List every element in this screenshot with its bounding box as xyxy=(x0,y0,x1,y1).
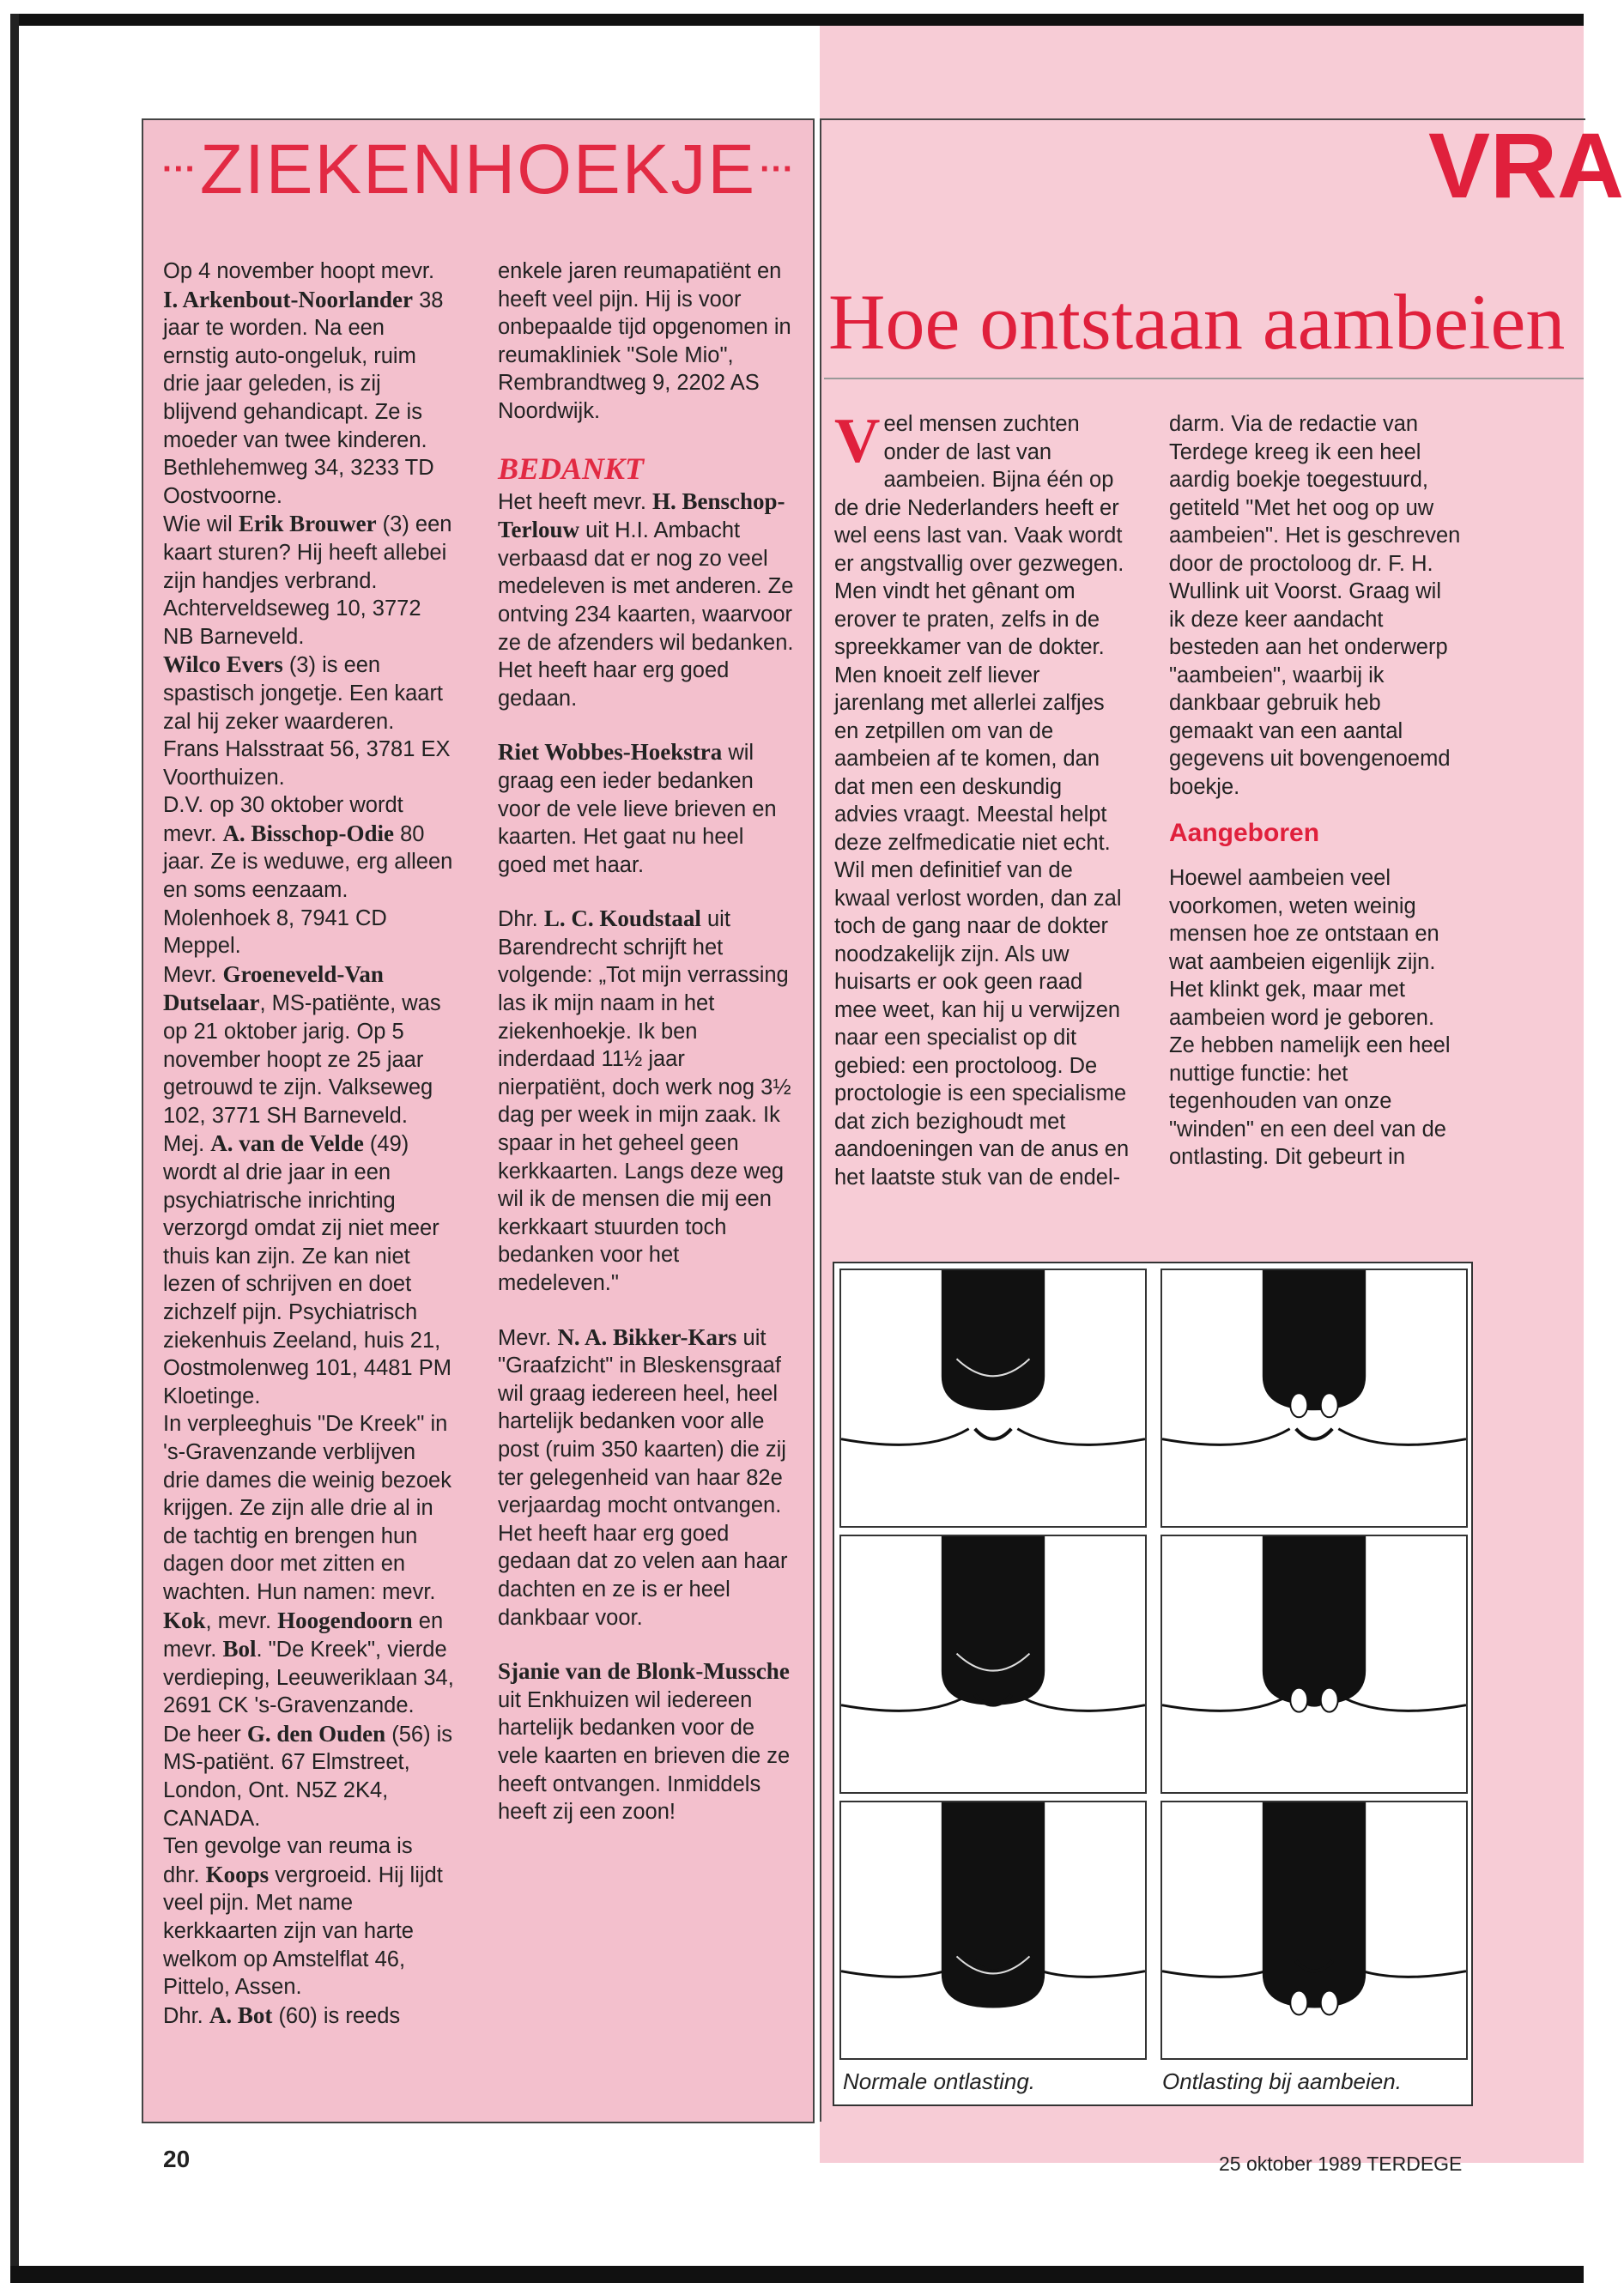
person-name: Riet Wobbes-Hoekstra xyxy=(498,739,723,766)
aangeboren-heading: Aangeboren xyxy=(1169,819,1320,847)
caption-normal: Normale ontlasting. xyxy=(843,2068,1035,2094)
person-name: A. Bot xyxy=(209,2001,273,2028)
thanks-paragraph: Dhr. L. C. Koudstaal uit Barendrecht schrijft het volgende: „Tot mijn verrassing las ik mijn naam in het ziekenhoekje. Ik ben inderdaad 11½ jaar nierpatiënt, doch werk nog 3½ dag per week in mijn zaak. Ik spaar in het geheel geen kerkkaarten. Langs deze weg wil ik de mensen die mij een kerkkaart stuurden toch bedanken voor het medeleven." xyxy=(498,905,791,1295)
headline-rule xyxy=(824,378,1584,379)
thanks-paragraph: Mevr. N. A. Bikker-Kars uit "Graafzicht" in Bleskensgraaf wil graag iedereen heel, heel hartelijk bedanken voor alle post (ruim 350 kaarten) die zij ter gelegenheid van haar 82e verjaardag mocht ontvangen. Het heeft haar erg goed gedaan dat zo velen aan haar dachten en ze is er heel dankbaar voor. xyxy=(498,1323,788,1630)
hemorrhoid-diagram-panel xyxy=(1160,1801,1468,2060)
notice-paragraph: Ten gevolge van reuma is dhr. Koops vergroeid. Hij lijdt veel pijn. Met name kerkkaarten zijn van harte welkom op Amstelflat 46, Pittelo, Assen. xyxy=(163,1834,443,2000)
notice-paragraph: D.V. op 30 oktober wordt mevr. A. Bisschop-Odie 80 jaar. Ze is weduwe, erg alleen en soms eenzaam. Molenhoek 8, 7941 CD Meppel. xyxy=(163,793,453,959)
ziekenhoekje-column-2 xyxy=(498,257,794,1826)
notice-paragraph: De heer G. den Ouden (56) is MS-patiënt. 67 Elmstreet, London, Ont. N5Z 2K4, CANADA. xyxy=(163,1720,453,1831)
ziekenhoekje-header xyxy=(143,120,813,219)
normal-diagram-panel xyxy=(839,1535,1147,1794)
scan-border-left xyxy=(10,14,19,2271)
caption-hemorrhoids: Ontlasting bij aambeien. xyxy=(1162,2068,1402,2094)
person-name: Hoogendoorn xyxy=(277,1607,413,1633)
normal-diagram-panel xyxy=(839,1269,1147,1528)
section-label: VRA xyxy=(1428,113,1624,217)
normal-diagram-panel xyxy=(839,1801,1147,2060)
notice-paragraph: Mevr. Groeneveld-Van Dutselaar, MS-patiënte, was op 21 oktober jarig. Op 5 november hoopt ze 25 jaar getrouwd te zijn. Valkseweg 102, 3771 SH Barneveld. xyxy=(163,960,441,1128)
person-name: Erik Brouwer xyxy=(238,511,377,537)
ziekenhoekje-title: ZIEKENHOEKJE xyxy=(199,130,757,209)
notice-paragraph: Op 4 november hoopt mevr. I. Arkenbout-Noorlander 38 jaar te worden. Na een ernstig auto-ongeluk, ruim drie jaar geleden, is zij blijvend gehandicapt. Ze is moeder van twee kinderen. Bethlehemweg 34, 3233 TD Oostvoorne. xyxy=(163,259,444,508)
person-name: Groeneveld-Van Dutselaar xyxy=(163,960,384,1016)
drop-cap: V xyxy=(834,406,881,476)
ziekenhoekje-column-1 xyxy=(163,257,455,2030)
article-column-2 xyxy=(1169,410,1461,1172)
person-name: H. Benschop-Terlouw xyxy=(498,487,785,543)
notice-paragraph: In verpleeghuis "De Kreek" in 's-Gravenzande verblijven drie dames die weinig bezoek krijgen. Ze zijn alle drie al in de tachtig en brengen hun dagen door met zitten en wachten. Hun namen: mevr. Kok, mevr. Hoogendoorn en mevr. Bol. "De Kreek", vierde verdieping, Leeuweriklaan 34, 2691 CK 's-Gravenzande. xyxy=(163,1412,454,1718)
scan-border-bottom xyxy=(10,2266,1584,2283)
person-name: Sjanie van de Blonk-Mussche xyxy=(498,1658,790,1685)
title-dots-left: ··· xyxy=(161,150,197,188)
person-name: Wilco Evers xyxy=(163,651,283,678)
page-number: 20 xyxy=(163,2146,191,2172)
article-text-3: Hoewel aambeien veel voorkomen, weten weinig mensen hoe ze ontstaan en wat aambeien eigenlijk zijn. Het klinkt gek, maar met aambeien word je geboren. Ze hebben namelijk een heel nuttige functie: het tegenhouden van onze "winden" en een deel van de ontlasting. Dit gebeurt in xyxy=(1169,866,1451,1169)
title-dots-right: ··· xyxy=(760,150,795,188)
person-name: Bol xyxy=(222,1636,257,1662)
article-text-2: darm. Via de redactie van Terdege kreeg ik een heel aardig boekje toegestuurd, getiteld "Met het oog op uw aambeien". Het is geschreven door de proctoloog dr. F. H. Wullink uit Voorst. Graag wil ik deze keer aandacht besteden aan het onderwerp "aambeien", waarbij ik dankbaar gebruik heb gemaakt van een aantal gegevens uit bovengenoemd boekje. xyxy=(1169,412,1461,799)
notice-paragraph: Dhr. A. Bot (60) is reeds xyxy=(163,2001,401,2028)
hemorrhoid-diagram-panel xyxy=(1160,1269,1468,1528)
person-name: Kok xyxy=(163,1607,206,1633)
hemorrhoid-diagram-panel xyxy=(1160,1535,1468,1794)
person-name: N. A. Bikker-Kars xyxy=(557,1323,737,1350)
article-headline: Hoe ontstaan aambeien xyxy=(828,278,1566,366)
thanks-paragraph: Riet Wobbes-Hoekstra wil graag een ieder bedanken voor de vele lieve brieven en kaarten. Het gaat nu heel goed met haar. xyxy=(498,739,777,877)
person-name: G. den Ouden xyxy=(246,1720,386,1747)
footer-date: 25 oktober 1989 TERDEGE xyxy=(1219,2153,1463,2175)
illustration-figure xyxy=(833,1262,1473,2106)
person-name: L. C. Koudstaal xyxy=(543,905,701,932)
scan-border-top xyxy=(19,14,1584,26)
notice-paragraph: Mej. A. van de Velde (49) wordt al drie jaar in een psychiatrische inrichting verzorgd omdat zij niet meer thuis kan zijn. Ze kan niet lezen of schrijven en doet zichzelf pijn. Psychiatrisch ziekenhuis Zeeland, huis 21, Oostmolenweg 101, 4481 PM Kloetinge. xyxy=(163,1130,451,1408)
notice-paragraph: Wie wil Erik Brouwer (3) een kaart sturen? Hij heeft allebei zijn handjes verbrand. Achterveldseweg 10, 3772 NB Barneveld. xyxy=(163,511,452,649)
person-name: Koops xyxy=(205,1861,270,1887)
bedankt-heading: BEDANKT xyxy=(498,451,645,486)
thanks-paragraph: Sjanie van de Blonk-Mussche uit Enkhuizen wil iedereen hartelijk bedanken voor de vele kaarten en brieven die ze heeft ontvangen. Inmiddels heeft zij een zoon! xyxy=(498,1658,791,1825)
notice-paragraph: Wilco Evers (3) is een spastisch jongetje. Een kaart zal hij zeker waarderen. Frans Halsstraat 56, 3781 EX Voorthuizen. xyxy=(163,651,451,790)
thanks-paragraph: Het heeft mevr. H. Benschop-Terlouw uit H.I. Ambacht verbaasd dat er nog zo veel medeleven is met anderen. Ze ontving 234 kaarten, waarvoor ze de afzenders wil bedanken. Het heeft haar erg goed gedaan. xyxy=(498,487,794,711)
person-name: A. van de Velde xyxy=(210,1130,364,1157)
article-column-1 xyxy=(834,406,1130,1191)
person-name: I. Arkenbout-Noorlander xyxy=(163,286,414,312)
person-name: A. Bisschop-Odie xyxy=(222,820,394,846)
article-text-1: eel mensen zuchten onder de last van aambeien. Bijna één op de drie Nederlanders heeft er wel eens last van. Vaak wordt er angstvallig over gezwegen. Men vindt het gênant om erover te praten, zelfs in de spreekkamer van de dokter. Men knoeit zelf liever jarenlang met allerlei zalfjes en zetpillen om van de aambeien af te komen, dan dat men een deskundig advies vraagt. Meestal helpt deze zelfmedicatie niet echt. Wil men definitief van de kwaal verlost worden, dan zal toch de gang naar de dokter noodzakelijk zijn. Als uw huisarts er ook geen raad mee weet, kan hij u verwijzen naar een specialist op dit gebied: een proctoloog. De proctologie is een specialisme dat zich bezighoudt met aandoeningen van de anus en het laatste stuk van de endel- xyxy=(834,412,1130,1190)
notice-paragraph: enkele jaren reumapatiënt en heeft veel pijn. Hij is voor onbepaalde tijd opgenomen in reumakliniek "Sole Mio", Rembrandtweg 9, 2202 AS Noordwijk. xyxy=(498,259,791,423)
